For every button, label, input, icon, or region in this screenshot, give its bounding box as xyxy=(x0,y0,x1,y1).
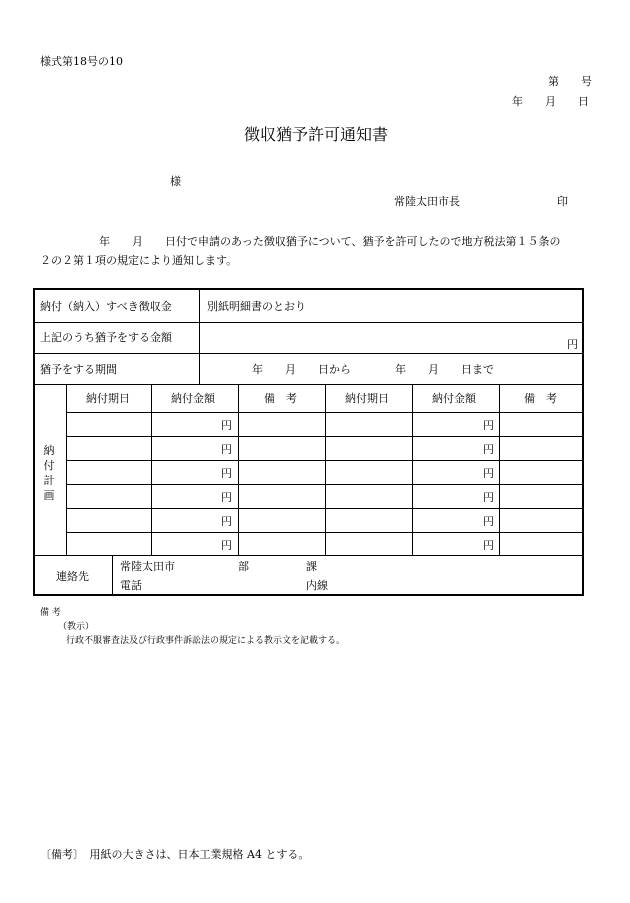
remarks-sub: （教示） xyxy=(58,622,95,632)
page-title: 徴収猶予許可通知書 xyxy=(244,125,389,144)
row-value-deferral-period: 年 月 日から 年 月 日まで xyxy=(252,363,494,376)
contact-section: 課 xyxy=(306,560,317,573)
plan-label: 納付計画 xyxy=(43,444,55,502)
body-line-1: 年 月 日付で申請のあった徴収猶予について、猶予を許可したので地方税法第１５条の xyxy=(99,235,561,248)
plan-unit: 円 xyxy=(221,491,232,504)
plan-unit: 円 xyxy=(483,443,494,456)
plan-unit: 円 xyxy=(483,467,494,480)
remarks-text: 行政不服審査法及び行政事件訴訟法の規定による教示文を記載する。 xyxy=(66,636,346,646)
contact-extension: 内線 xyxy=(306,579,328,592)
plan-unit: 円 xyxy=(221,419,232,432)
col-header-due-date-2: 納付期日 xyxy=(345,392,389,405)
remarks-heading: 備 考 xyxy=(40,608,61,618)
doc-date: 年 月 日 xyxy=(512,95,589,108)
col-header-amount-2: 納付金額 xyxy=(432,392,476,405)
col-header-remarks-2: 備 考 xyxy=(524,392,557,405)
row-label-payable: 納付（納入）すべき徴収金 xyxy=(40,300,172,313)
plan-unit: 円 xyxy=(483,491,494,504)
footer-note: 〔備考〕 用紙の大きさは、日本工業規格 A4 とする。 xyxy=(40,848,310,861)
plan-unit: 円 xyxy=(483,515,494,528)
body-line-2: ２の２第１項の規定により通知します。 xyxy=(40,254,238,267)
col-header-due-date-1: 納付期日 xyxy=(86,392,130,405)
row-label-deferred-amount: 上記のうち猶予をする金額 xyxy=(40,331,172,344)
plan-unit: 円 xyxy=(483,419,494,432)
plan-unit: 円 xyxy=(221,515,232,528)
contact-phone: 電話 xyxy=(120,579,142,592)
contact-label: 連絡先 xyxy=(56,570,89,583)
issuer-seal: 印 xyxy=(557,195,568,208)
doc-number: 第 号 xyxy=(548,75,592,88)
contact-department: 部 xyxy=(238,560,249,573)
plan-unit: 円 xyxy=(221,467,232,480)
row-unit-deferred-amount: 円 xyxy=(567,338,578,351)
issuer-name: 常陸太田市長 xyxy=(394,195,460,208)
col-header-remarks-1: 備 考 xyxy=(264,392,297,405)
row-value-payable: 別紙明細書のとおり xyxy=(207,300,306,313)
col-header-amount-1: 納付金額 xyxy=(171,392,215,405)
permit-table xyxy=(33,288,584,596)
plan-unit: 円 xyxy=(483,539,494,552)
plan-unit: 円 xyxy=(221,539,232,552)
plan-unit: 円 xyxy=(221,443,232,456)
addressee-suffix: 様 xyxy=(170,175,181,188)
row-label-deferral-period: 猶予をする期間 xyxy=(40,363,117,376)
form-number: 様式第18号の10 xyxy=(40,55,123,68)
contact-city: 常陸太田市 xyxy=(120,560,175,573)
